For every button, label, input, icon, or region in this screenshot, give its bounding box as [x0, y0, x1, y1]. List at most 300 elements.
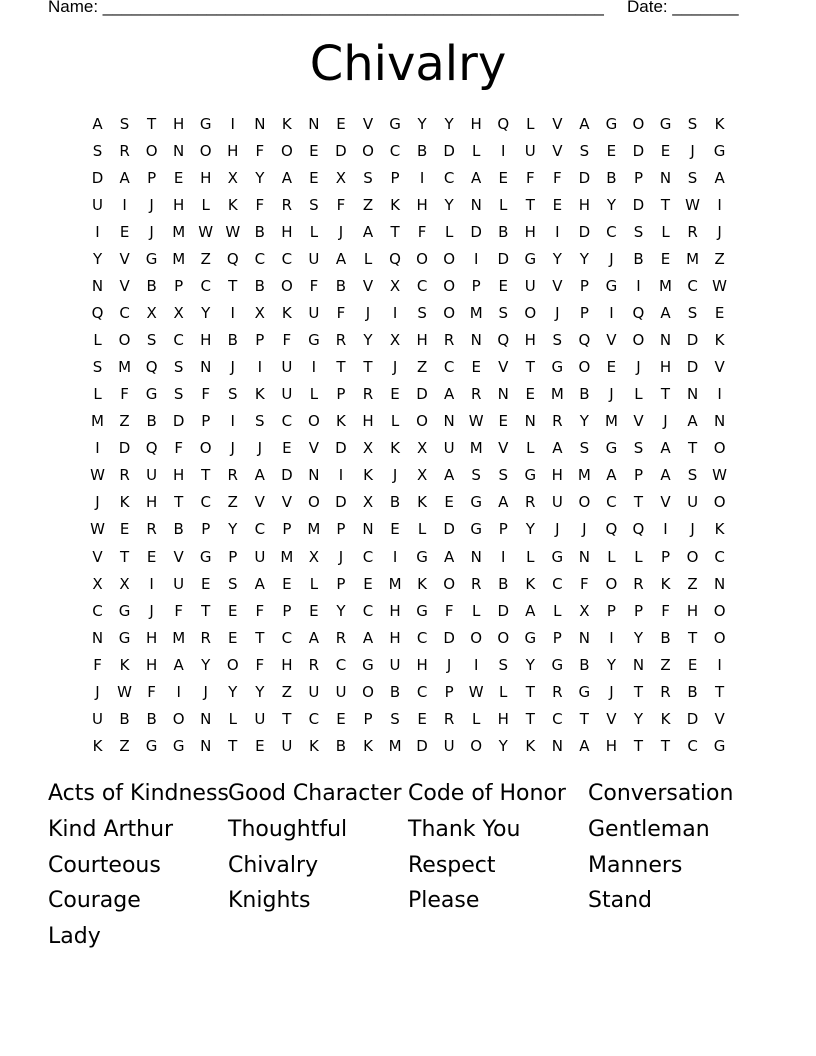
grid-letter: Y: [201, 304, 211, 323]
grid-letter: L: [363, 250, 373, 269]
word-list-item: Chivalry: [228, 852, 319, 878]
grid-letter: K: [336, 412, 346, 431]
grid-letter: K: [390, 439, 400, 458]
grid-letter: E: [498, 412, 508, 431]
grid-letter: L: [309, 574, 319, 593]
grid-letter: G: [551, 358, 564, 377]
grid-letter: A: [362, 223, 374, 242]
grid-letter: C: [552, 709, 563, 728]
grid-letter: S: [173, 385, 184, 404]
grid-letter: W: [712, 466, 728, 485]
grid-letter: K: [119, 493, 130, 512]
grid-letter: J: [149, 196, 154, 215]
grid-letter: E: [525, 385, 536, 404]
grid-letter: V: [119, 250, 130, 269]
grid-letter: L: [309, 223, 319, 242]
grid-letter: C: [281, 412, 293, 431]
grid-letter: U: [92, 709, 104, 728]
word-list-item: Acts of Kindness: [48, 781, 229, 806]
grid-letter: G: [145, 250, 158, 269]
grid-letter: V: [552, 142, 563, 161]
grid-letter: J: [257, 439, 263, 458]
grid-letter: X: [254, 304, 265, 323]
grid-letter: O: [416, 412, 428, 431]
word-list-item: Conversation: [588, 781, 734, 806]
grid-letter: O: [443, 277, 456, 296]
grid-letter: E: [119, 223, 130, 242]
letter-grid: [84, 114, 733, 763]
grid-letter: J: [446, 655, 452, 674]
grid-letter: N: [578, 547, 590, 566]
grid-letter: E: [309, 142, 319, 161]
grid-letter: U: [281, 736, 293, 755]
grid-letter: I: [717, 196, 722, 215]
grid-letter: E: [444, 493, 454, 512]
grid-letter: I: [609, 304, 614, 323]
grid-letter: E: [363, 574, 373, 593]
grid-letter: K: [227, 196, 238, 215]
grid-letter: V: [498, 439, 509, 458]
grid-letter: R: [119, 142, 130, 161]
grid-letter: E: [282, 574, 292, 593]
grid-letter: C: [281, 628, 293, 647]
grid-letter: T: [336, 358, 346, 377]
grid-letter: T: [715, 682, 725, 701]
grid-letter: O: [307, 412, 320, 431]
grid-letter: D: [335, 439, 347, 458]
grid-letter: R: [633, 574, 644, 593]
grid-letter: O: [605, 574, 618, 593]
grid-letter: R: [470, 574, 482, 593]
grid-letter: K: [390, 196, 400, 215]
grid-letter: I: [419, 169, 425, 188]
grid-letter: R: [335, 331, 347, 350]
grid-letter: P: [633, 169, 643, 188]
grid-letter: Q: [497, 115, 510, 133]
grid-letter: J: [392, 358, 398, 377]
grid-letter: J: [663, 412, 668, 431]
grid-letter: Y: [201, 655, 211, 674]
grid-letter: L: [553, 601, 562, 620]
word-list-item: Stand: [588, 888, 652, 914]
grid-letter: F: [417, 223, 427, 242]
grid-letter: B: [335, 736, 347, 755]
grid-letter: P: [660, 547, 671, 566]
grid-letter: C: [416, 277, 428, 296]
grid-letter: T: [660, 736, 671, 755]
grid-letter: G: [713, 142, 726, 161]
grid-letter: D: [686, 709, 699, 728]
grid-letter: I: [95, 223, 100, 242]
grid-letter: C: [443, 169, 455, 188]
grid-letter: J: [636, 358, 641, 377]
grid-letter: J: [690, 142, 695, 161]
grid-letter: T: [174, 493, 184, 512]
word-list-item: Knights: [228, 888, 311, 914]
grid-letter: W: [117, 682, 132, 701]
grid-letter: K: [254, 385, 265, 404]
grid-letter: D: [470, 223, 482, 242]
grid-letter: I: [609, 628, 614, 647]
grid-letter: R: [227, 466, 238, 485]
grid-letter: L: [390, 412, 400, 431]
grid-letter: P: [363, 709, 373, 728]
grid-letter: H: [227, 142, 239, 161]
grid-letter: G: [605, 439, 618, 458]
grid-letter: A: [444, 466, 455, 485]
word-list: [48, 778, 768, 957]
grid-letter: N: [713, 574, 726, 593]
grid-letter: T: [228, 736, 238, 755]
grid-letter: E: [309, 169, 319, 188]
grid-letter: M: [469, 304, 483, 323]
grid-letter: V: [714, 709, 725, 728]
grid-letter: P: [336, 574, 346, 593]
grid-letter: U: [443, 736, 455, 755]
grid-letter: T: [525, 709, 535, 728]
grid-letter: H: [524, 223, 536, 242]
grid-letter: S: [687, 115, 698, 133]
grid-letter: W: [198, 223, 214, 242]
grid-letter: V: [552, 277, 563, 296]
grid-letter: D: [686, 358, 699, 377]
grid-letter: Q: [497, 331, 510, 350]
word-list-item: Courage: [48, 888, 141, 914]
grid-letter: Q: [389, 250, 401, 269]
header-line: [48, 0, 768, 21]
grid-letter: B: [606, 169, 617, 188]
grid-letter: Y: [498, 736, 508, 755]
grid-letter: J: [555, 520, 560, 539]
grid-letter: H: [524, 331, 536, 350]
grid-letter: M: [280, 547, 294, 566]
grid-letter: D: [578, 223, 591, 242]
grid-letter: D: [118, 439, 131, 458]
grid-letter: K: [660, 709, 671, 728]
grid-letter: C: [687, 736, 698, 755]
grid-letter: U: [308, 304, 320, 323]
grid-letter: T: [201, 466, 211, 485]
grid-letter: M: [604, 412, 618, 431]
word-list-item: Respect: [408, 852, 496, 878]
grid-letter: K: [281, 115, 292, 133]
grid-letter: V: [552, 115, 563, 133]
grid-letter: M: [388, 574, 402, 593]
grid-letter: V: [606, 709, 617, 728]
grid-letter: F: [580, 574, 589, 593]
grid-letter: O: [578, 493, 591, 512]
grid-letter: T: [633, 682, 644, 701]
grid-letter: R: [470, 385, 482, 404]
grid-letter: R: [687, 223, 698, 242]
grid-letter: B: [687, 682, 698, 701]
grid-letter: O: [362, 142, 374, 161]
grid-letter: E: [660, 142, 671, 161]
grid-letter: S: [633, 439, 644, 458]
grid-letter: J: [95, 493, 100, 512]
grid-letter: I: [501, 142, 506, 161]
grid-letter: K: [119, 655, 130, 674]
grid-letter: O: [713, 601, 726, 620]
grid-letter: E: [309, 601, 319, 620]
grid-letter: B: [633, 250, 644, 269]
grid-letter: N: [308, 466, 320, 485]
grid-letter: M: [469, 439, 483, 458]
grid-letter: D: [686, 331, 699, 350]
grid-letter: A: [308, 628, 320, 647]
grid-letter: R: [146, 520, 157, 539]
word-list-item: Code of Honor: [408, 781, 566, 806]
grid-letter: W: [468, 682, 484, 701]
grid-letter: B: [498, 574, 509, 593]
grid-letter: X: [416, 439, 428, 458]
grid-letter: T: [282, 709, 292, 728]
grid-letter: J: [203, 682, 208, 701]
grid-letter: E: [282, 439, 292, 458]
grid-letter: F: [174, 439, 183, 458]
grid-letter: T: [687, 628, 698, 647]
grid-letter: K: [417, 574, 427, 593]
grid-letter: I: [230, 412, 235, 431]
grid-letter: G: [172, 736, 185, 755]
grid-letter: B: [389, 682, 401, 701]
grid-letter: C: [308, 709, 320, 728]
grid-letter: L: [93, 331, 102, 350]
grid-letter: T: [525, 196, 535, 215]
grid-letter: A: [525, 601, 536, 620]
grid-letter: H: [416, 196, 428, 215]
grid-letter: I: [473, 250, 479, 269]
grid-letter: H: [416, 655, 428, 674]
grid-letter: H: [173, 466, 185, 485]
grid-letter: H: [173, 196, 185, 215]
grid-letter: K: [714, 520, 725, 539]
grid-letter: N: [686, 385, 699, 404]
grid-letter: I: [122, 196, 127, 215]
grid-letter: D: [632, 142, 645, 161]
grid-letter: A: [335, 250, 347, 269]
grid-letter: L: [444, 223, 454, 242]
grid-letter: X: [335, 169, 347, 188]
grid-letter: A: [444, 385, 455, 404]
grid-letter: F: [282, 331, 292, 350]
grid-letter: D: [335, 493, 347, 512]
grid-letter: O: [524, 304, 537, 323]
grid-letter: U: [281, 385, 293, 404]
grid-letter: G: [713, 736, 726, 755]
grid-letter: O: [713, 439, 726, 458]
grid-letter: F: [255, 196, 265, 215]
grid-letter: L: [499, 196, 508, 215]
grid-letter: V: [308, 439, 320, 458]
grid-letter: E: [390, 385, 400, 404]
grid-letter: P: [336, 520, 346, 539]
grid-letter: V: [633, 412, 644, 431]
grid-letter: G: [524, 628, 537, 647]
grid-letter: Z: [714, 250, 725, 269]
grid-letter: J: [555, 304, 560, 323]
grid-letter: C: [200, 277, 211, 296]
grid-letter: N: [524, 412, 536, 431]
grid-letter: S: [687, 304, 698, 323]
grid-letter: U: [687, 493, 699, 512]
grid-letter: Z: [200, 250, 211, 269]
grid-letter: C: [281, 250, 293, 269]
grid-letter: A: [281, 169, 292, 188]
grid-letter: E: [173, 169, 184, 188]
grid-letter: B: [335, 277, 347, 296]
grid-letter: O: [172, 709, 185, 728]
grid-letter: X: [119, 574, 130, 593]
grid-letter: O: [470, 628, 483, 647]
grid-letter: T: [579, 709, 589, 728]
grid-letter: O: [362, 682, 374, 701]
grid-letter: V: [606, 331, 617, 350]
grid-letter: J: [392, 466, 398, 485]
grid-letter: D: [632, 196, 645, 215]
grid-letter: G: [118, 601, 131, 620]
grid-letter: V: [254, 493, 265, 512]
grid-letter: O: [578, 358, 591, 377]
grid-letter: P: [147, 169, 157, 188]
grid-letter: R: [443, 331, 455, 350]
grid-letter: N: [443, 412, 455, 431]
grid-letter: B: [254, 223, 265, 242]
grid-letter: M: [91, 412, 104, 431]
word-list-item: Thoughtful: [228, 816, 348, 842]
grid-letter: E: [255, 736, 265, 755]
grid-letter: J: [230, 358, 235, 377]
grid-letter: B: [254, 277, 265, 296]
grid-letter: P: [282, 601, 292, 620]
grid-letter: Y: [92, 250, 103, 269]
grid-letter: Y: [255, 682, 265, 701]
grid-letter: R: [200, 628, 211, 647]
grid-letter: J: [609, 385, 614, 404]
grid-letter: K: [92, 736, 103, 755]
grid-letter: J: [717, 223, 722, 242]
grid-letter: G: [470, 520, 482, 539]
grid-letter: T: [660, 196, 671, 215]
grid-letter: O: [713, 628, 726, 647]
grid-letter: X: [579, 601, 590, 620]
grid-letter: O: [118, 331, 131, 350]
grid-letter: B: [498, 223, 509, 242]
grid-letter: M: [307, 520, 321, 539]
grid-letter: L: [309, 385, 319, 404]
word-list-item: Lady: [48, 924, 101, 949]
grid-letter: Z: [660, 655, 671, 674]
grid-letter: P: [201, 412, 211, 431]
page-title: Chivalry: [309, 36, 507, 92]
grid-letter: H: [659, 358, 672, 377]
grid-letter: D: [443, 628, 455, 647]
grid-letter: A: [660, 304, 671, 323]
grid-letter: X: [416, 466, 428, 485]
grid-letter: S: [173, 358, 184, 377]
grid-letter: R: [362, 385, 374, 404]
word-list-item: Please: [408, 888, 480, 914]
grid-letter: C: [606, 223, 617, 242]
grid-letter: R: [308, 655, 320, 674]
grid-letter: L: [526, 439, 535, 458]
grid-letter: O: [443, 574, 456, 593]
grid-letter: V: [498, 358, 509, 377]
grid-letter: N: [91, 277, 104, 296]
grid-letter: L: [607, 547, 616, 566]
grid-letter: R: [443, 709, 455, 728]
grid-letter: E: [606, 358, 617, 377]
grid-letter: F: [255, 601, 265, 620]
grid-letter: A: [660, 466, 671, 485]
grid-letter: N: [578, 628, 590, 647]
grid-letter: C: [416, 682, 428, 701]
grid-letter: T: [633, 736, 644, 755]
grid-letter: T: [363, 358, 373, 377]
grid-letter: P: [552, 628, 562, 647]
grid-letter: U: [254, 709, 266, 728]
grid-letter: V: [173, 547, 184, 566]
grid-letter: O: [713, 493, 726, 512]
grid-letter: Q: [145, 439, 158, 458]
grid-letter: L: [93, 385, 102, 404]
grid-letter: J: [690, 520, 695, 539]
grid-letter: B: [660, 628, 671, 647]
grid-letter: C: [552, 574, 563, 593]
grid-letter: M: [388, 736, 402, 755]
grid-letter: J: [582, 520, 587, 539]
grid-letter: N: [470, 331, 482, 350]
grid-letter: A: [714, 169, 725, 188]
grid-letter: W: [685, 196, 700, 215]
grid-letter: I: [257, 358, 263, 377]
grid-letter: G: [470, 493, 482, 512]
grid-letter: U: [92, 196, 104, 215]
grid-letter: C: [119, 304, 130, 323]
grid-letter: H: [145, 628, 158, 647]
grid-letter: E: [336, 115, 346, 133]
grid-letter: E: [606, 142, 617, 161]
grid-letter: N: [551, 736, 563, 755]
grid-letter: R: [552, 412, 563, 431]
word-list-item: Kind Arthur: [48, 816, 174, 842]
grid-letter: N: [173, 142, 185, 161]
grid-letter: K: [525, 736, 536, 755]
grid-letter: W: [225, 223, 241, 242]
grid-letter: Y: [363, 331, 373, 350]
grid-letter: N: [659, 331, 672, 350]
date-field[interactable]: Date: _______: [627, 0, 739, 16]
grid-letter: E: [498, 277, 508, 296]
grid-letter: C: [200, 493, 211, 512]
grid-letter: E: [660, 250, 671, 269]
grid-letter: D: [281, 466, 293, 485]
grid-letter: R: [525, 493, 536, 512]
grid-letter: S: [552, 331, 563, 350]
grid-letter: H: [551, 466, 563, 485]
grid-letter: P: [471, 277, 481, 296]
grid-letter: B: [173, 520, 184, 539]
grid-letter: G: [362, 655, 374, 674]
name-field[interactable]: Name: _____________________________________________________: [48, 0, 604, 16]
grid-letter: G: [659, 115, 672, 133]
grid-letter: U: [254, 547, 266, 566]
grid-letter: J: [609, 250, 614, 269]
grid-letter: S: [498, 466, 508, 485]
grid-letter: X: [92, 574, 103, 593]
grid-letter: I: [717, 385, 722, 404]
word-list-item: Thank You: [408, 816, 521, 842]
